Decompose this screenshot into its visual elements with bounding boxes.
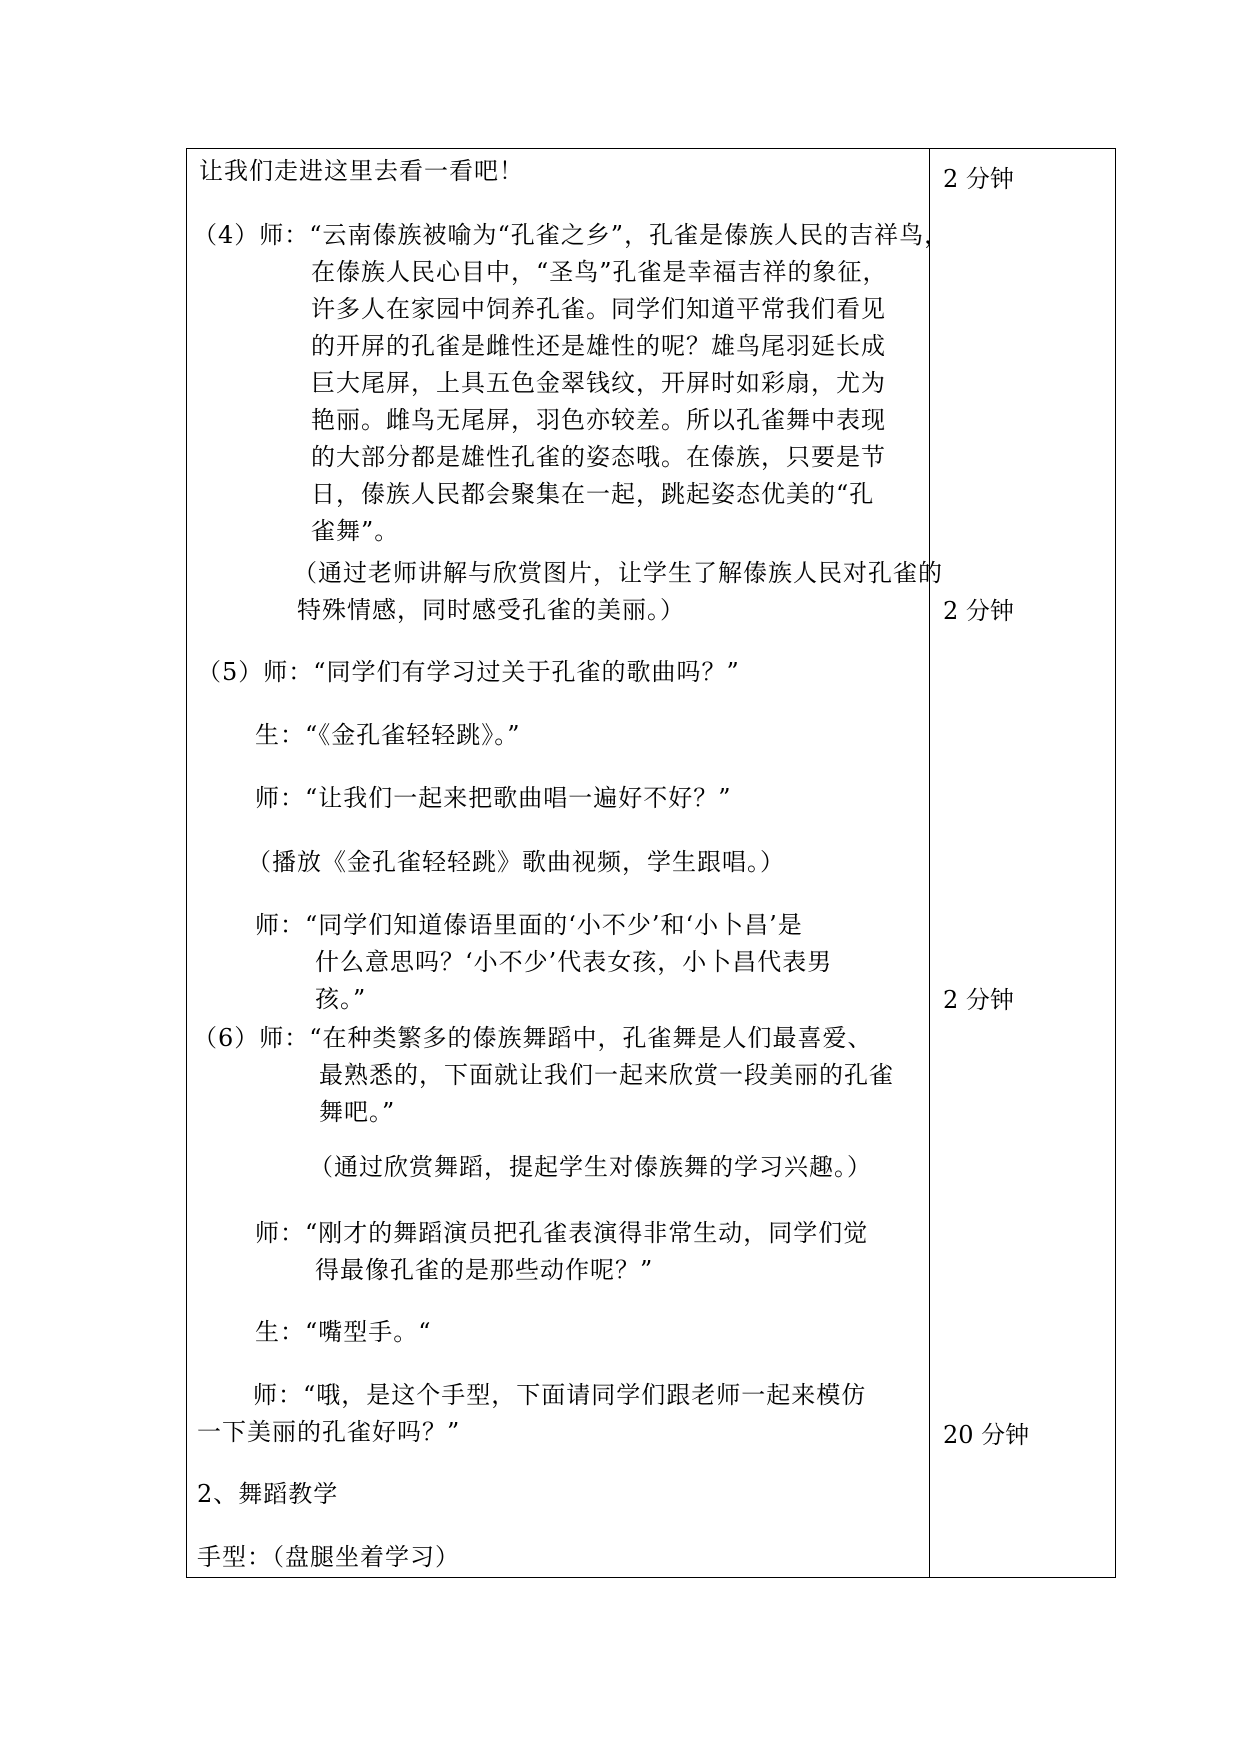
lesson-line: 让我们走进这里去看一看吧！: [199, 157, 524, 185]
lesson-line: （5）师：“同学们有学习过关于孔雀的歌曲吗？”: [197, 658, 740, 686]
lesson-line: 的大部分都是雄性孔雀的姿态哦。在傣族，只要是节: [311, 443, 886, 471]
lesson-line: 师：“刚才的舞蹈演员把孔雀表演得非常生动，同学们觉: [255, 1219, 869, 1247]
lesson-line: 舞吧。”: [319, 1098, 396, 1126]
lesson-line: 艳丽。雌鸟无尾屏，羽色亦较差。所以孔雀舞中表现: [311, 406, 886, 434]
lesson-line: 师：“让我们一起来把歌曲唱一遍好不好？”: [255, 784, 732, 812]
lesson-line: （4）师：“云南傣族被喻为“孔雀之乡”，孔雀是傣族人民的吉祥鸟，: [193, 221, 950, 249]
lesson-line: （播放《金孔雀轻轻跳》歌曲视频，学生跟唱。）: [247, 848, 785, 876]
lesson-line: 雀舞”。: [311, 517, 400, 545]
column-divider: [929, 149, 930, 1577]
lesson-line: 师：“同学们知道傣语里面的‘小不少’和‘小卜昌’是: [255, 911, 803, 939]
lesson-line: 得最像孔雀的是那些动作呢？”: [315, 1256, 654, 1284]
time-label: 2 分钟: [943, 165, 1014, 193]
lesson-line: 在傣族人民心目中，“圣鸟”孔雀是幸福吉祥的象征，: [311, 258, 888, 286]
lesson-line: 巨大尾屏，上具五色金翠钱纹，开屏时如彩扇，尤为: [311, 369, 886, 397]
lesson-line: 一下美丽的孔雀好吗？”: [197, 1418, 461, 1446]
time-label: 2 分钟: [943, 986, 1014, 1014]
lesson-line: 生：“《金孔雀轻轻跳》。”: [255, 721, 521, 749]
lesson-line: 孩。”: [315, 985, 367, 1013]
lesson-table: [186, 148, 1116, 1578]
lesson-line: 生：“嘴型手。“: [255, 1318, 432, 1346]
lesson-line: （通过欣赏舞蹈，提起学生对傣族舞的学习兴趣。）: [309, 1153, 872, 1181]
lesson-line: 特殊情感，同时感受孔雀的美丽。）: [297, 596, 685, 624]
lesson-line: 的开屏的孔雀是雌性还是雄性的呢？雄鸟尾羽延长成: [311, 332, 886, 360]
lesson-line: 师：“哦，是这个手型，下面请同学们跟老师一起来模仿: [253, 1381, 867, 1409]
lesson-line: 日，傣族人民都会聚集在一起，跳起姿态优美的“孔: [311, 480, 875, 508]
lesson-line: （6）师：“在种类繁多的傣族舞蹈中，孔雀舞是人们最喜爱、: [193, 1024, 873, 1052]
lesson-line: 许多人在家园中饲养孔雀。同学们知道平常我们看见: [311, 295, 886, 323]
lesson-line: 2、舞蹈教学: [197, 1480, 339, 1508]
time-label: 20 分钟: [943, 1421, 1030, 1449]
lesson-line: 手型：（盘腿坐着学习）: [197, 1543, 460, 1571]
lesson-line: 最熟悉的，下面就让我们一起来欣赏一段美丽的孔雀: [319, 1061, 894, 1089]
lesson-line: （通过老师讲解与欣赏图片，让学生了解傣族人民对孔雀的: [293, 559, 943, 587]
time-label: 2 分钟: [943, 597, 1014, 625]
lesson-line: 什么意思吗？‘小不少’代表女孩，小卜昌代表男: [315, 948, 833, 976]
